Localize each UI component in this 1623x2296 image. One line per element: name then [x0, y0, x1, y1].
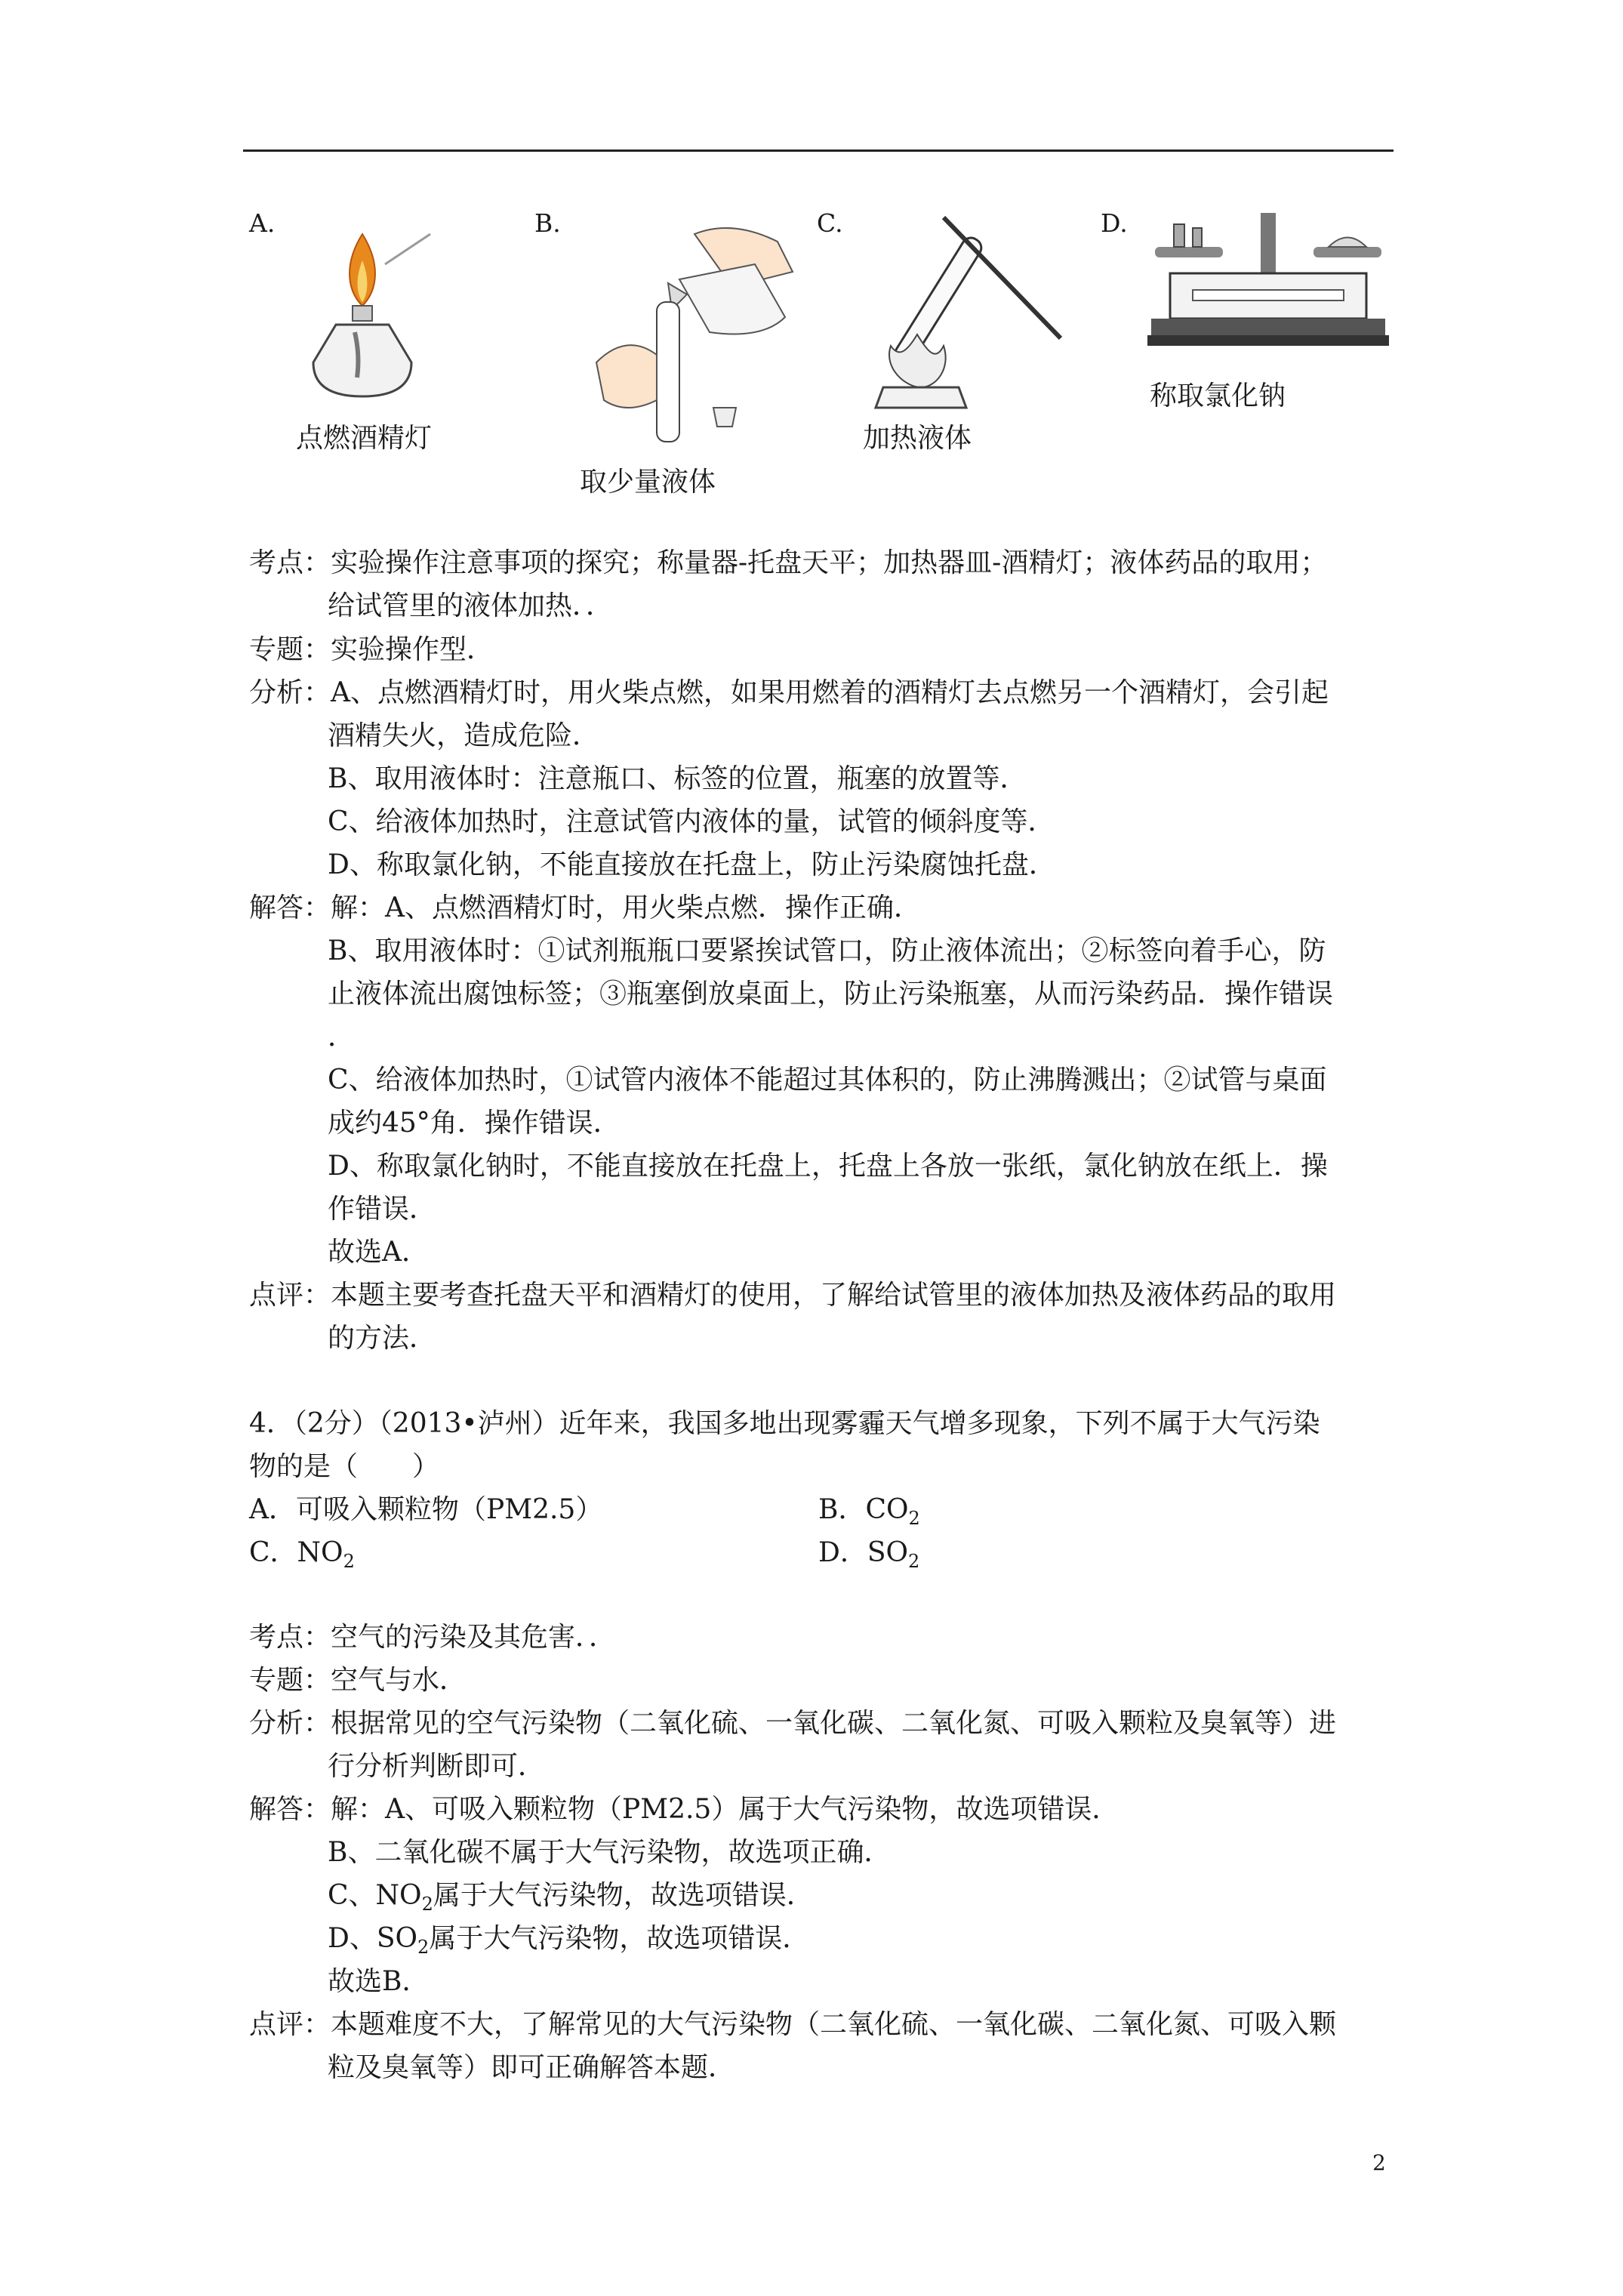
- q3-jieda-d2: 作错误．: [328, 1194, 437, 1225]
- q3-fenxi-d: D、称取氯化钠，不能直接放在托盘上，防止污染腐蚀托盘．: [328, 849, 1056, 880]
- q4-option-b: B．$CO_2$: [818, 1494, 920, 1529]
- q3-zhuanti-line: 专题：实验操作型．: [249, 634, 494, 665]
- option-b-letter: B.: [534, 208, 561, 238]
- balance-scale-icon: [1147, 205, 1389, 364]
- q3-fenxi-cont: 酒精失火，造成危险．: [328, 720, 600, 751]
- option-d-letter: D.: [1101, 208, 1128, 238]
- q3-answer: 故选A．: [328, 1237, 429, 1268]
- q4-fenxi-line: 分析：根据常见的空气污染物（二氧化硫、一氧化碳、二氧化氮、可吸入颗粒及臭氧等）进: [249, 1708, 1337, 1739]
- pouring-liquid-icon: [581, 211, 808, 445]
- q4-option-a: A．可吸入颗粒物（PM2.5）: [249, 1494, 603, 1525]
- q4-jieda-c: C、$NO_2$属于大气污染物，故选项错误．: [328, 1880, 814, 1915]
- q3-jieda-c1: C、给液体加热时，①试管内液体不能超过其体积的，防止沸腾溅出；②试管与桌面: [328, 1065, 1327, 1096]
- q4-answer: 故选B．: [328, 1966, 430, 1997]
- q3-fenxi-b: B、取用液体时：注意瓶口、标签的位置，瓶塞的放置等．: [328, 763, 1027, 794]
- option-c-letter: C.: [817, 208, 843, 238]
- q4-jieda-b: B、二氧化碳不属于大气污染物，故选项正确．: [328, 1837, 892, 1868]
- option-c-caption: 加热液体: [863, 423, 972, 454]
- q3-jieda-c2: 成约45°角．操作错误．: [328, 1108, 621, 1139]
- q3-dianping-cont: 的方法．: [328, 1323, 437, 1354]
- alcohol-lamp-lighting-icon: [291, 219, 434, 408]
- page-number: 2: [1372, 2150, 1386, 2175]
- q4-stem-line-2: 物的是（ ）: [249, 1451, 440, 1482]
- q4-option-c: C．$NO_2$: [249, 1537, 355, 1572]
- option-d-caption: 称取氯化钠: [1150, 381, 1286, 411]
- q4-dianping-line: 点评：本题难度不大，了解常见的大气污染物（二氧化硫、一氧化碳、二氧化氮、可吸入颗: [249, 2009, 1337, 2040]
- header-rule: [243, 149, 1394, 152]
- q3-kaodian-cont: 给试管里的液体加热．．: [328, 590, 614, 621]
- q3-fenxi-c: C、给液体加热时，注意试管内液体的量，试管的倾斜度等．: [328, 806, 1055, 837]
- q4-zhuanti-line: 专题：空气与水．: [249, 1665, 467, 1696]
- q4-option-d: D．$SO_2$: [818, 1537, 920, 1572]
- option-b-caption: 取少量液体: [580, 467, 716, 498]
- q3-jieda-line: 解答：解：A、点燃酒精灯时，用火柴点燃．操作正确．: [249, 892, 921, 923]
- option-a-letter: A.: [249, 208, 276, 238]
- heating-test-tube-icon: [861, 210, 1064, 414]
- q3-fenxi-line: 分析：A、点燃酒精灯时，用火柴点燃，如果用燃着的酒精灯去点燃另一个酒精灯，会引起: [249, 677, 1329, 708]
- q4-jieda-line: 解答：解：A、可吸入颗粒物（PM2.5）属于大气污染物，故选项错误．: [249, 1794, 1119, 1825]
- q3-jieda-b1: B、取用液体时：①试剂瓶瓶口要紧挨试管口，防止液体流出；②标签向着手心，防: [328, 935, 1326, 966]
- q3-dianping-line: 点评：本题主要考查托盘天平和酒精灯的使用，了解给试管里的液体加热及液体药品的取用: [249, 1280, 1337, 1311]
- q3-jieda-b2: 止液体流出腐蚀标签；③瓶塞倒放桌面上，防止污染瓶塞，从而污染药品．操作错误: [328, 978, 1334, 1009]
- q3-jieda-b3: ．: [328, 1022, 356, 1052]
- q4-stem-line-1: 4．（2分）（2013•泸州）近年来，我国多地出现雾霾天气增多现象，下列不属于大气污染: [249, 1408, 1320, 1439]
- q4-dianping-cont: 粒及臭氧等）即可正确解答本题．: [328, 2052, 736, 2083]
- option-a-caption: 点燃酒精灯: [296, 423, 433, 454]
- q3-jieda-d1: D、称取氯化钠时，不能直接放在托盘上，托盘上各放一张纸，氯化钠放在纸上．操: [328, 1151, 1328, 1182]
- q4-jieda-d: D、$SO_2$属于大气污染物，故选项错误．: [328, 1923, 810, 1958]
- q4-fenxi-cont: 行分析判断即可．: [328, 1751, 546, 1782]
- q4-kaodian-line: 考点：空气的污染及其危害．．: [249, 1622, 617, 1653]
- q3-kaodian-line: 考点：实验操作注意事项的探究；称量器-托盘天平；加热器皿-酒精灯；液体药品的取用；: [249, 547, 1328, 578]
